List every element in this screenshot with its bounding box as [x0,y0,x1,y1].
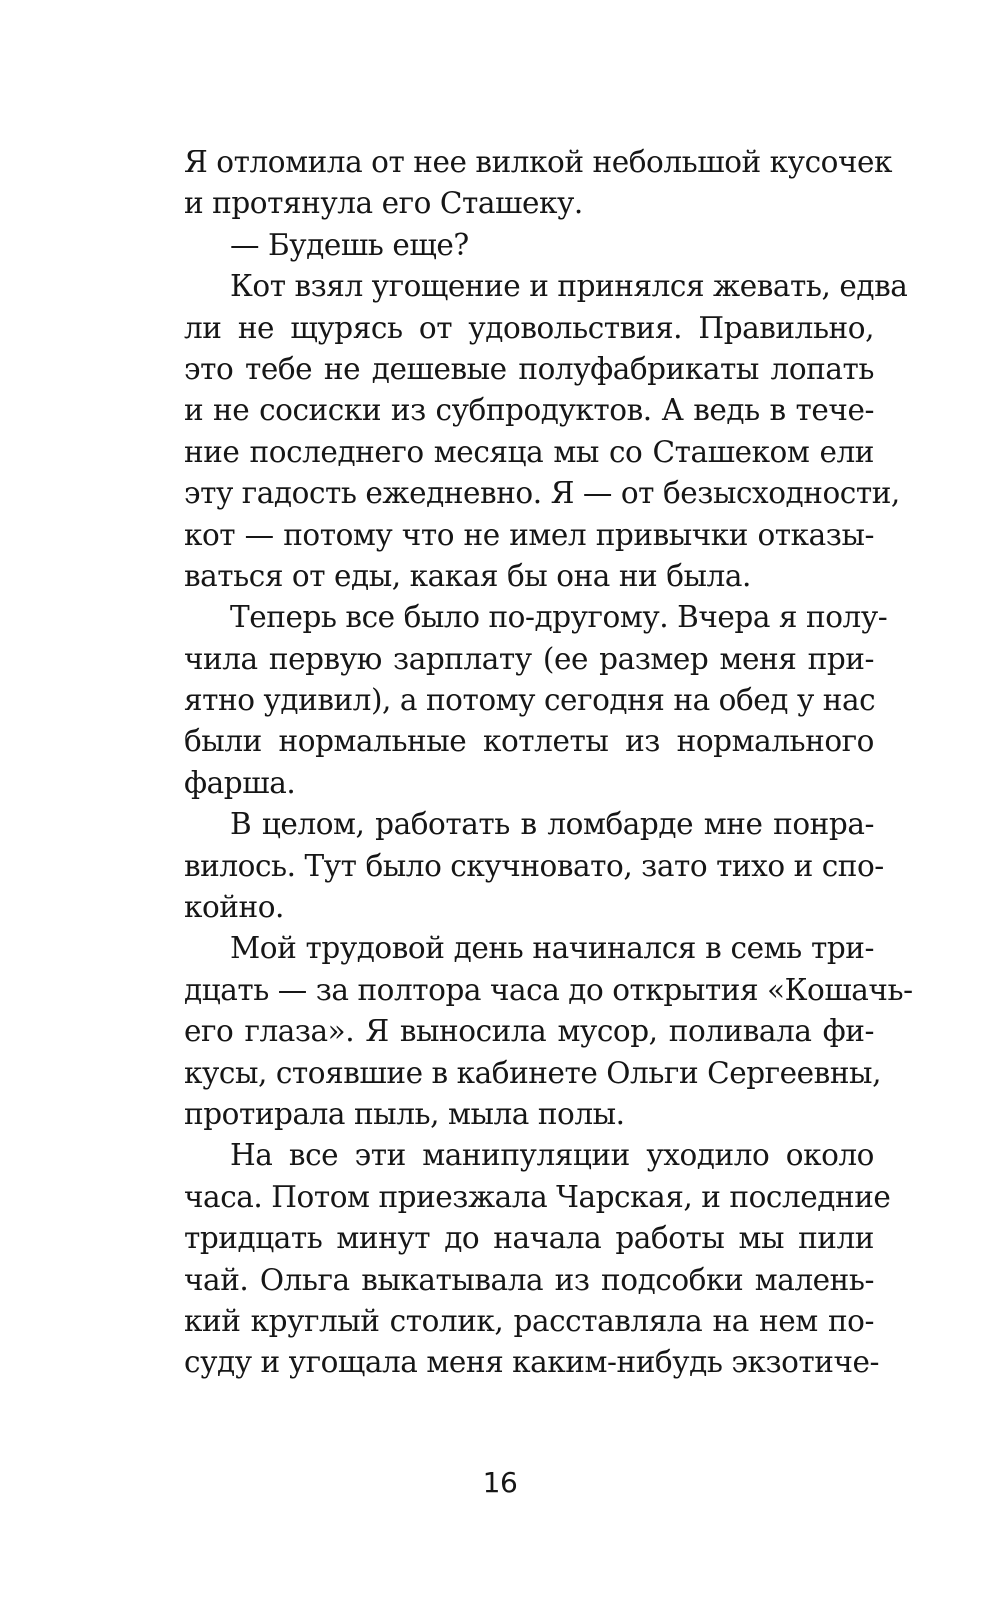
text-line: часа. Потом приезжала Чарская, и последние [184,1179,891,1214]
text-line: протирала пыль, мыла полы. [184,1096,625,1131]
text-line: его глаза». Я выносила мусор, поливала фи- [184,1014,874,1049]
text-line: были нормальные котлеты из нормального [184,724,874,759]
text-line: кусы, стоявшие в кабинете Ольги Сергеевны, [184,1055,881,1090]
text-line: суду и угощала меня каким-нибудь экзотиче- [184,1345,880,1380]
body-text [184,142,913,1384]
text-line: Мой трудовой день начинался в семь три- [230,931,874,966]
text-line: ние последнего месяца мы со Сташеком ели [184,434,874,469]
text-line: ваться от еды, какая бы она ни была. [184,558,751,593]
text-line: Я отломила от нее вилкой небольшой кусочек [184,145,892,179]
text-line: ли не щурясь от удовольствия. Правильно, [184,310,874,345]
text-line: чай. Ольга выкатывала из подсобки малень- [184,1262,874,1297]
text-line: фарша. [184,765,296,800]
text-line: эту гадость ежедневно. Я — от безысходности, [184,476,900,511]
text-line: Кот взял угощение и принялся жевать, едва [230,269,908,304]
text-line: чила первую зарплату (ее размер меня при- [184,641,874,676]
text-line: и не сосиски из субпродуктов. А ведь в тече- [184,393,874,428]
text-line: дцать — за полтора часа до открытия «Кошачь- [184,972,913,1007]
text-line: На все эти манипуляции уходило около [230,1138,874,1173]
text-line: и протянула его Сташеку. [184,186,583,221]
text-line: это тебе не дешевые полуфабрикаты лопать [184,351,874,386]
page-number: 16 [482,1466,518,1499]
text-line: ятно удивил), а потому сегодня на обед у нас [184,683,876,718]
text-line: койно. [184,890,284,925]
text-line: тридцать минут до начала работы мы пили [184,1221,874,1256]
text-line: вилось. Тут было скучновато, зато тихо и спо- [184,848,884,883]
text-line: — Будешь еще? [230,227,469,262]
text-line: кий круглый столик, расставляла на нем по- [184,1303,874,1338]
text-line: кот — потому что не имел привычки отказы- [184,517,874,552]
text-line: Теперь все было по-другому. Вчера я полу- [230,600,888,635]
text-line: В целом, работать в ломбарде мне понра- [230,807,874,842]
